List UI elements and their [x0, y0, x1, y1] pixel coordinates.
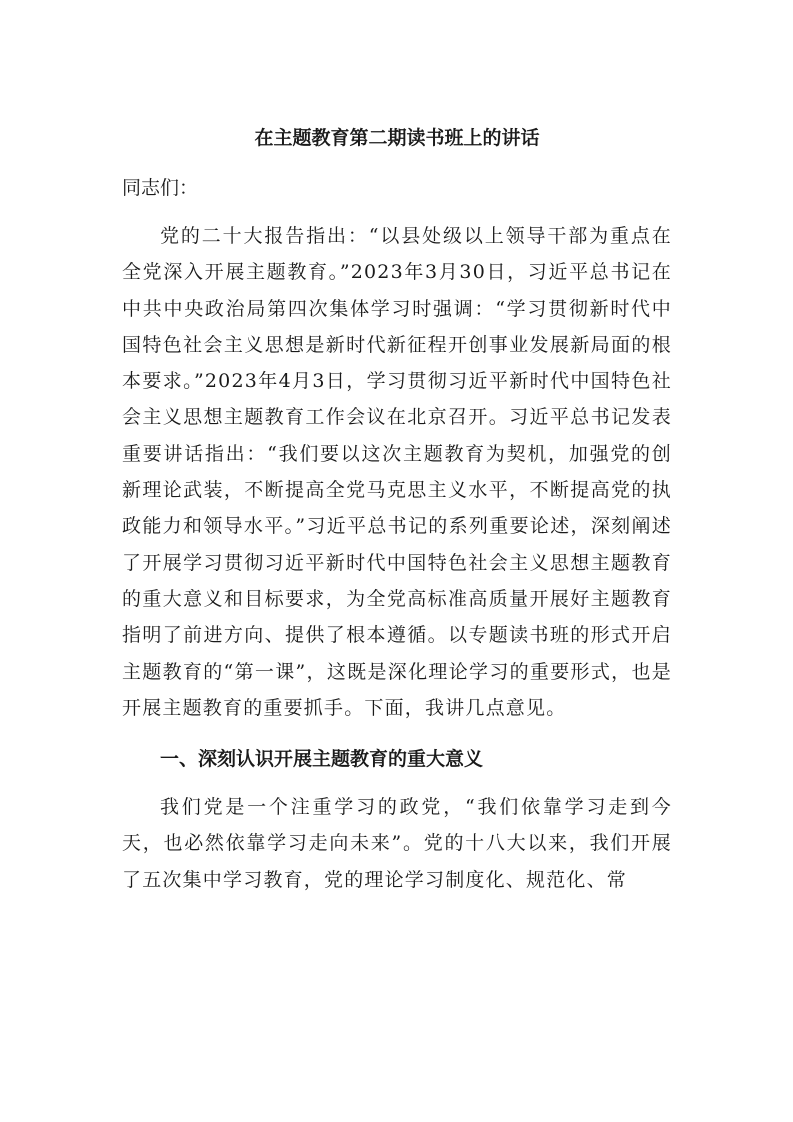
- salutation: 同志们：: [122, 177, 199, 199]
- intro-paragraph: 党的二十大报告指出：“以县处级以上领导干部为重点在全党深入开展主题教育。”2023年3月30日，习近平总书记在中共中央政治局第四次集体学习时强调：“学习贯彻新时代中国特色社会主义思想是新时代新征程开创事业发展新局面的根本要求。”2023年4月3日，学习贯彻习近平新时代中国特色社会主义思想主题教育工作会议在北京召开。习近平总书记发表重要讲话指出：“我们要以这次主题教育为契机，加强党的创新理论武装，不断提高全党马克思主义水平，不断提高党的执政能力和领导水平。”习近平总书记的系列重要论述，深刻阐述了开展学习贯彻习近平新时代中国特色社会主义思想主题教育的重大意义和目标要求，为全党高标准高质量开展好主题教育指明了前进方向、提供了根本遵循。以专题读书班的形式开启主题教育的“第一课”，这既是深化理论学习的重要形式，也是开展主题教育的重要抓手。下面，我讲几点意见。: [122, 225, 672, 719]
- document-body: [122, 118, 672, 898]
- section-paragraph: 我们党是一个注重学习的政党，“我们依靠学习走到今天，也必然依靠学习走向未来”。党的十八大以来，我们开展了五次集中学习教育，党的理论学习制度化、规范化、常: [122, 796, 672, 891]
- section-heading: 一、深刻认识开展主题教育的重大意义: [160, 748, 484, 771]
- document-title: 在主题教育第二期读书班上的讲话: [254, 127, 540, 149]
